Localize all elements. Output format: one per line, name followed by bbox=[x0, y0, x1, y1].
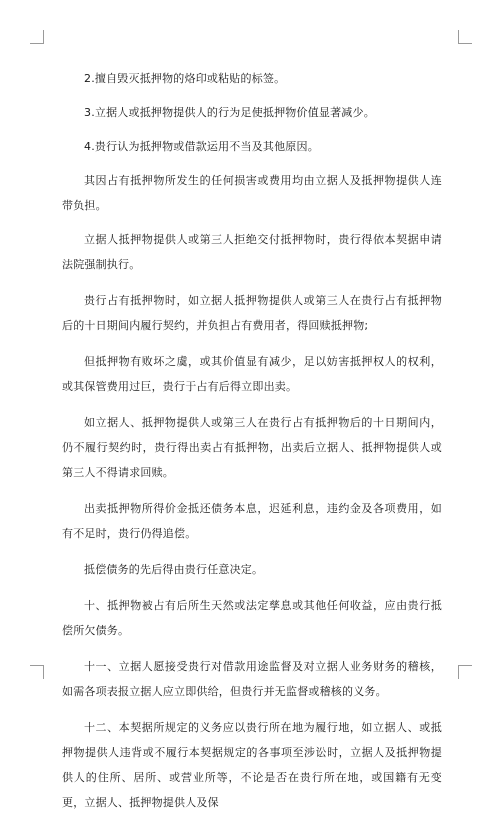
paragraph: 如立据人、抵押物提供人或第三人在贵行占有抵押物后的十日期间内，仍不履行契约时，贵行得出卖占有抵押物，出卖后立据人、抵押物提供人或第三人不得请求回赎。 bbox=[62, 416, 442, 479]
paragraph: 但抵押物有败坏之虞，或其价值显有减少，足以妨害抵押权人的权利，或其保管费用过巨，贵行于占有后得立即出卖。 bbox=[62, 355, 442, 393]
paragraph: 其因占有抵押物所发生的任何损害或费用均由立据人及抵押物提供人连带负担。 bbox=[62, 174, 442, 212]
crop-mark-bottom-left bbox=[30, 665, 44, 679]
paragraph: 抵偿债务的先后得由贵行任意决定。 bbox=[84, 563, 264, 576]
paragraph: 2.擅自毁灭抵押物的烙印或粘贴的标签。 bbox=[84, 72, 286, 85]
crop-mark-top-left bbox=[30, 30, 44, 44]
crop-mark-top-right bbox=[458, 30, 472, 44]
paragraph: 3.立据人或抵押物提供人的行为足使抵押物价值显著减少。 bbox=[84, 106, 375, 119]
paragraph: 十、抵押物被占有后所生天然或法定孳息或其他任何收益，应由贵行抵偿所欠债务。 bbox=[62, 599, 442, 637]
document-body bbox=[62, 66, 442, 826]
crop-mark-bottom-right bbox=[458, 665, 472, 679]
paragraph: 贵行占有抵押物时，如立据人抵押物提供人或第三人在贵行占有抵押物后的十日期间内履行契约，并负担占有费用者，得回赎抵押物; bbox=[62, 294, 442, 332]
paragraph: 十一、立据人愿接受贵行对借款用途监督及对立据人业务财务的稽核，如需各项表报立据人应立即供给，但贵行并无监督或稽核的义务。 bbox=[62, 660, 442, 698]
paragraph: 立据人抵押物提供人或第三人拒绝交付抵押物时，贵行得依本契据申请法院强制执行。 bbox=[62, 233, 442, 271]
paragraph: 十二、本契据所规定的义务应以贵行所在地为履行地，如立据人、或抵押物提供人违背或不履行本契据规定的各事项至涉讼时，立据人及抵押物提供人的住所、居所、或营业所等，不论是否在贵行所在地，或国籍有无变更，立据人、抵押物提供人及保 bbox=[62, 721, 442, 809]
paragraph: 4.贵行认为抵押物或借款运用不当及其他原因。 bbox=[84, 140, 319, 153]
paragraph: 出卖抵押物所得价金抵还债务本息，迟延利息，违约金及各项费用，如有不足时，贵行仍得追偿。 bbox=[62, 502, 442, 540]
